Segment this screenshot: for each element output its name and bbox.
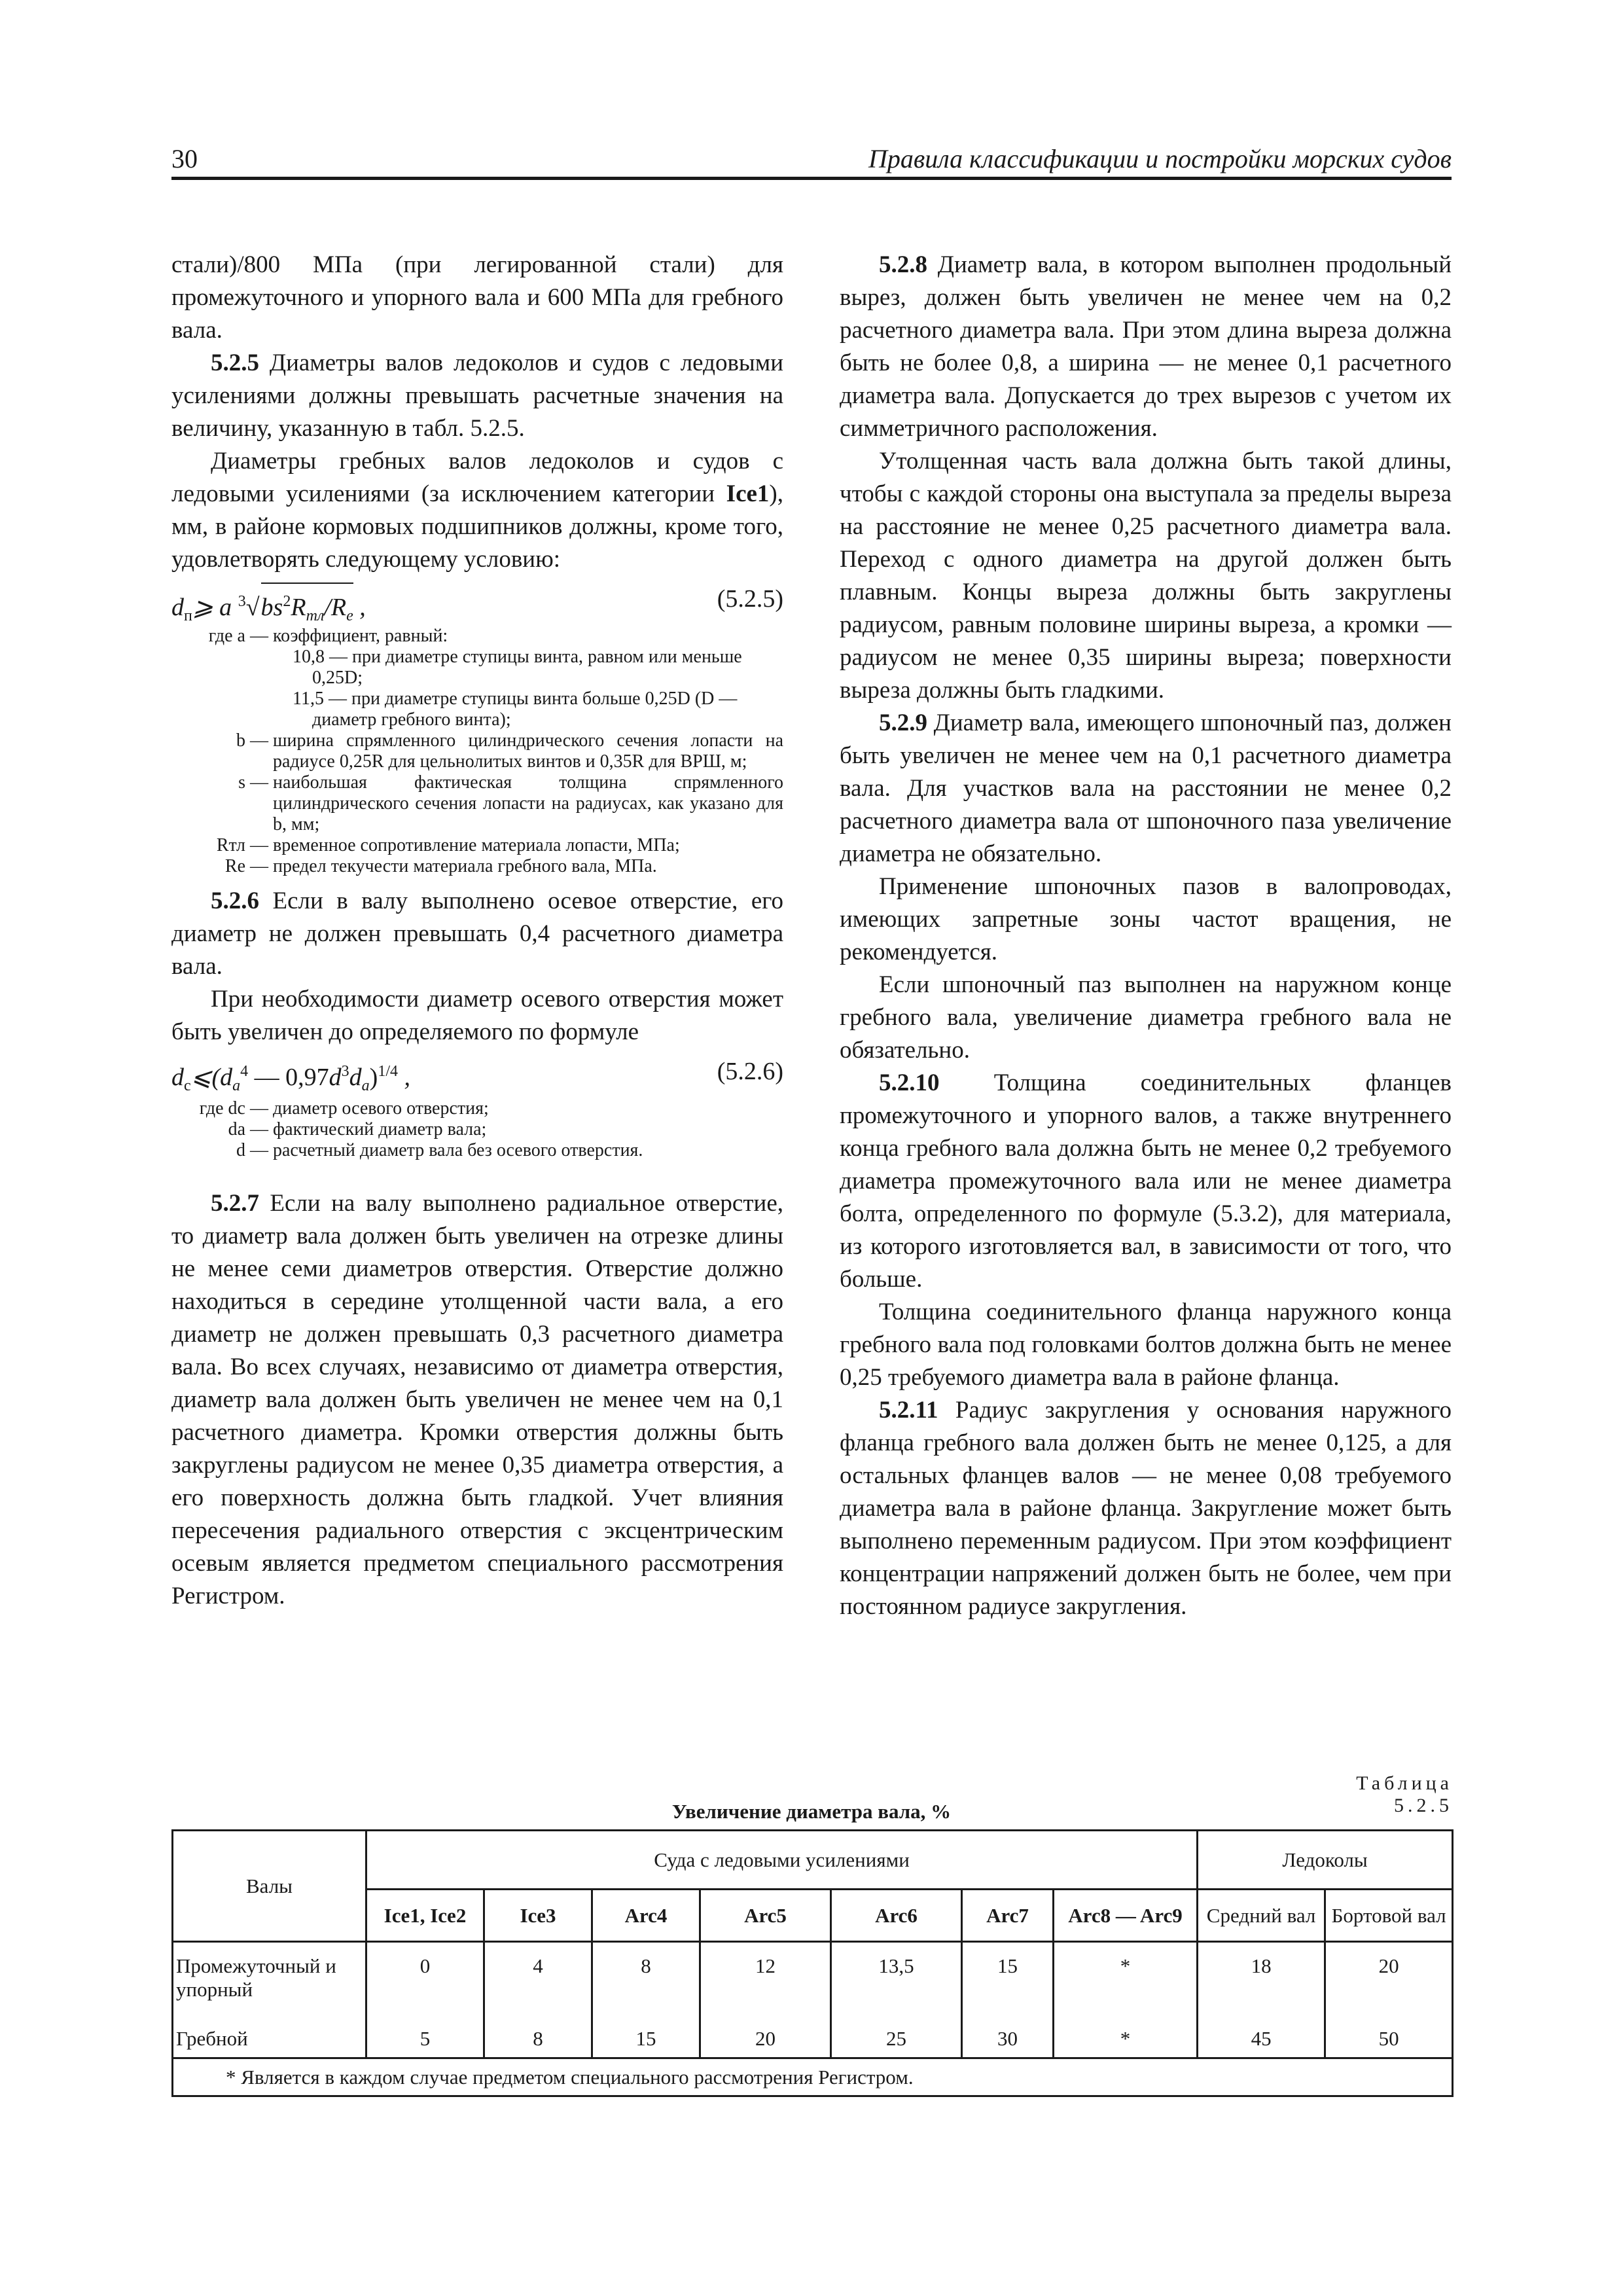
column-header: Arc7 — [962, 1890, 1054, 1942]
table-cell: 15 — [962, 1942, 1054, 2020]
clause-number: 5.2.9 — [879, 709, 927, 736]
column-header: Валы — [173, 1831, 366, 1942]
table-footnote: * Является в каждом случае предметом специального рассмотрения Регистром. — [173, 2058, 1453, 2096]
table-cell: 20 — [1325, 1942, 1453, 2020]
table-cell: * — [1054, 2020, 1198, 2058]
row-header: Промежуточный и упорный — [173, 1942, 366, 2020]
paragraph: Толщина соединительного фланца наружного конца гребного вала под головками болтов должна быть не менее 0,25 требуемого диаметра вала в районе фланца. — [840, 1299, 1452, 1391]
column-header: Ice3 — [484, 1890, 592, 1942]
group-header: Ледоколы — [1198, 1831, 1453, 1890]
paragraph-5-2-9: 5.2.9 Диаметр вала, имеющего шпоночный паз, должен быть увеличен не менее чем на 0,1 расчетного диаметра вала. Для участков вала на расстоянии не менее 0,2 расчетного диаметра вала от шпоночного паза увеличение диаметра не обязательно. — [840, 709, 1452, 867]
clause-number: 5.2.5 — [211, 350, 259, 376]
formula-5-2-5 — [171, 580, 783, 624]
paragraph-5-2-5: 5.2.5 Диаметры валов ледоколов и судов с ледовыми усилениями должны превышать расчетные значения на величину, указанную в табл. 5.2.5. — [171, 350, 783, 442]
table-cell: 12 — [700, 1942, 831, 2020]
table-cell: * — [1054, 1942, 1198, 2020]
column-header: Средний вал — [1198, 1890, 1325, 1942]
clause-number: 5.2.10 — [879, 1069, 940, 1096]
column-header: Arc6 — [831, 1890, 962, 1942]
column-header: Бортовой вал — [1325, 1890, 1453, 1942]
paragraph-5-2-8: 5.2.8 Диаметр вала, в котором выполнен продольный вырез, должен быть увеличен не менее чем на 0,2 расчетного диаметра вала. При этом длина выреза должна быть не более 0,8, а ширина — не менее 0,1 расчетного диаметра вала. Допускается до трех вырезов с учетом их симметричного расположения. — [840, 251, 1452, 442]
table-cell: 5 — [366, 2020, 484, 2058]
paragraph: Диаметры гребных валов ледоколов и судов с ледовыми усилениями (за исключением категории Ice1), мм, в районе кормовых подшипников должны, кроме того, удовлетворять следующему условию: — [171, 448, 783, 573]
paragraph: При необходимости диаметр осевого отверстия может быть увеличен до определяемого по формуле — [171, 986, 783, 1045]
table-cell: 50 — [1325, 2020, 1453, 2058]
table-cell: 4 — [484, 1942, 592, 2020]
formula-expression: $d_п⩾$ a $^3√bs^2R_{тл}/R_e$ , — [171, 583, 366, 632]
table-cell: 15 — [592, 2020, 700, 2058]
table-cell: 0 — [366, 1942, 484, 2020]
formula-number: (5.2.5) — [717, 585, 783, 613]
formula-5-2-6 — [171, 1052, 783, 1093]
paragraph-5-2-7: 5.2.7 Если на валу выполнено радиальное отверстие, то диаметр вала должен быть увеличен на отрезке длины не менее семи диаметров отверстия. Отверстие должно находиться в середине утолщенной части вала, а его диаметр не должен превышать 0,3 расчетного диаметра вала. Во всех случаях, независимо от диаметра отверстия, диаметр вала должен быть увеличен не менее чем на 0,1 расчетного диаметра. Кромки отверстия должны быть закруглены радиусом не менее 0,35 диаметра отверстия, а его поверхность должна быть гладкой. Учет влияния пересечения радиального отверстия с эксцентрическим осевым является предметом специального рассмотрения Регистром. — [171, 1190, 783, 1609]
table-header-row — [173, 1831, 1453, 1890]
right-column — [840, 249, 1452, 1623]
table-row — [173, 2020, 1453, 2058]
paragraph-5-2-10: 5.2.10 Толщина соединительных фланцев промежуточного и упорного валов, а также внутреннего конца гребного вала должна быть не менее 0,2 требуемого диаметра промежуточного вала или не менее диаметра болта, определенного по формуле (5.3.2), для материала, из которого изготовляется вал, в зависимости от того, что больше. — [840, 1069, 1452, 1293]
table-caption: Увеличение диаметра вала, % — [671, 1800, 952, 1823]
formula-legend: где a — коэффициент, равный: 10,8 — при диаметре ступицы винта, равном или меньше 0,25D; 11,5 — при диаметре ступицы винта больше 0,25D (D — диаметр гребного винта); b — ширина спрямленного цилиндрического сечения лопасти на радиусе 0,25R для цельнолитых винтов и 0,35R для ВРШ, м; s — наибольшая фактическая толщина спрямленного цилиндрического сечения лопасти на радиусах, как указано для b, мм; Rтл — временное сопротивление материала лопасти, МПа; Re — предел текучести материала гребного вала, МПа. — [208, 626, 783, 876]
clause-number: 5.2.7 — [211, 1190, 259, 1217]
table-cell: 25 — [831, 2020, 962, 2058]
shaft-diameter-table — [171, 1829, 1454, 2097]
table-cell: 8 — [592, 1942, 700, 2020]
left-column — [171, 249, 783, 1613]
table-cell: 30 — [962, 2020, 1054, 2058]
paragraph: Применение шпоночных пазов в валопроводах, имеющих запретные зоны частот вращения, не рекомендуется. — [840, 873, 1452, 965]
group-header: Суда с ледовыми усилениями — [366, 1831, 1198, 1890]
paragraph-5-2-6: 5.2.6 Если в валу выполнено осевое отверстие, его диаметр не должен превышать 0,4 расчетного диаметра вала. — [171, 888, 783, 980]
table-cell: 8 — [484, 2020, 592, 2058]
formula-expression: $d_c⩽(d_a^4$ — $0,97d^3d_a)^{1/4}$ , — [171, 1063, 410, 1094]
page-header — [171, 136, 1452, 180]
table-label: Таблица 5.2.5 — [1356, 1772, 1453, 1816]
clause-number: 5.2.11 — [879, 1397, 938, 1424]
running-title: Правила классификации и постройки морских судов — [868, 144, 1452, 173]
column-header: Arc4 — [592, 1890, 700, 1942]
paragraph: Если шпоночный паз выполнен на наружном конце гребного вала, увеличение диаметра гребного вала не обязательно. — [840, 971, 1452, 1064]
table-cell: 18 — [1198, 1942, 1325, 2020]
formula-legend: где dc — диаметр осевого отверстия; da — фактический диаметр вала; d — расчетный диаметр вала без осевого отверстия. — [199, 1098, 643, 1160]
ice-category: Ice1 — [726, 480, 770, 507]
page-number: 30 — [171, 144, 198, 173]
clause-number: 5.2.8 — [879, 251, 927, 278]
row-header: Гребной — [173, 2020, 366, 2058]
table-footnote-row — [173, 2058, 1453, 2096]
table-cell: 45 — [1198, 2020, 1325, 2058]
table-row — [173, 1942, 1453, 2020]
paragraph: Утолщенная часть вала должна быть такой длины, чтобы с каждой стороны она выступала за пределы выреза на расстояние не менее 0,25 расчетного диаметра вала. Переход с одного диаметра на другой должен быть плавным. Концы выреза должны быть закруглены радиусом, равным половине ширины выреза, а кромки — радиусом не менее 0,35 ширины выреза; поверхности выреза должны быть гладкими. — [840, 448, 1452, 704]
column-header: Arc5 — [700, 1890, 831, 1942]
formula-number: (5.2.6) — [717, 1058, 783, 1085]
paragraph-5-2-11: 5.2.11 Радиус закругления у основания наружного фланца гребного вала должен быть не менее 0,125, а для остальных фланцев валов — не менее 0,08 требуемого диаметра вала в районе фланца. Закругление может быть выполнено переменным радиусом. При этом коэффициент концентрации напряжений должен быть не более, чем при постоянном радиусе закругления. — [840, 1397, 1452, 1620]
paragraph: стали)/800 МПа (при легированной стали) для промежуточного и упорного вала и 600 МПа для гребного вала. — [171, 251, 783, 344]
clause-number: 5.2.6 — [211, 888, 259, 914]
table-cell: 20 — [700, 2020, 831, 2058]
table-cell: 13,5 — [831, 1942, 962, 2020]
column-header: Ice1, Ice2 — [366, 1890, 484, 1942]
column-header: Arc8 — Arc9 — [1054, 1890, 1198, 1942]
